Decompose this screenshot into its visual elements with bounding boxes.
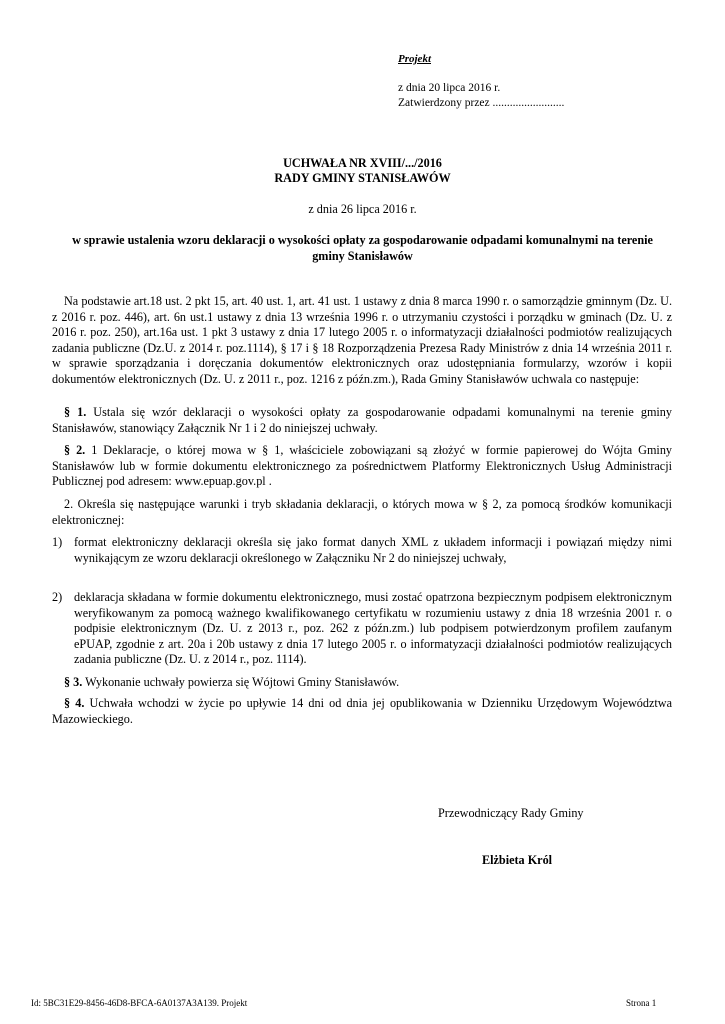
list-item (52, 535, 672, 566)
section-4-text: Uchwała wchodzi w życie po upływie 14 dni od dnia jej opublikowania w Dzienniku Urzędowym Województwa Mazowieckiego. (52, 696, 672, 726)
list-item-text: format elektroniczny deklaracji określa się jako format danych XML z układem informacji i powiązań między nimi wynikającym ze wzoru deklaracji określonego w Załączniku Nr 2 do niniejszej uchwały, (74, 535, 672, 565)
projekt-label: Projekt (398, 53, 431, 65)
section-1-label: § 1. (64, 405, 87, 419)
council-name: RADY GMINY STANISŁAWÓW (274, 171, 451, 185)
resolution-date: z dnia 26 lipca 2016 r. (308, 202, 417, 216)
list-item-number: 2) (52, 590, 63, 604)
section-1-text: Ustala się wzór deklaracji o wysokości opłaty za gospodarowanie odpadami komunalnymi na terenie gminy Stanisławów, stanowiący Załącznik Nr 1 i 2 do niniejszej uchwały. (52, 405, 672, 435)
section-3-text: Wykonanie uchwały powierza się Wójtowi Gminy Stanisławów. (82, 675, 400, 689)
section-3-paragraph (52, 675, 672, 691)
list-item-number: 1) (52, 535, 63, 549)
signatory-name: Elżbieta Król (482, 853, 553, 867)
list-item (52, 590, 672, 668)
section-3-label: § 3. (64, 675, 83, 689)
resolution-number: UCHWAŁA NR XVIII/.../2016 (283, 156, 442, 170)
section-4-paragraph (52, 696, 672, 727)
approved-by-line: Zatwierdzony przez ......................... (398, 97, 565, 109)
section-1-paragraph (52, 405, 672, 436)
section-2-label: § 2. (64, 443, 86, 457)
preamble-paragraph (52, 294, 672, 388)
draft-date: z dnia 20 lipca 2016 r. (398, 82, 501, 94)
section-2-point-2-text: 2. Określa się następujące warunki i tryb składania deklaracji, o których mowa w § 2, za pomocą środków komunikacji elektronicznej: (52, 497, 672, 527)
section-4-label: § 4. (64, 696, 85, 710)
page-number: Strona 1 (626, 998, 657, 1008)
signatory-title: Przewodniczący Rady Gminy (438, 806, 584, 820)
resolution-subject: w sprawie ustalenia wzoru deklaracji o wysokości opłaty za gospodarowanie odpadami komunalnymi na terenie gminy Stanisławów (72, 233, 653, 263)
preamble-text: Na podstawie art.18 ust. 2 pkt 15, art. 40 ust. 1, art. 41 ust. 1 ustawy z dnia 8 marca 1990 r. o samorządzie gminnym (Dz. U. z 2016 r. poz. 446), art. 6n ust.1 ustawy z dnia 13 września 1996 r. o utrzymaniu czystości i porządku w gminach (Dz. U. z 2016 r. poz. 250), art.16a ust. 1 pkt 3 ustawy z dnia 17 lutego 2005 r. o informatyzacji działalności podmiotów realizujących zadania publiczne (Dz.U. z 2014 r. poz.1114), § 17 i § 18 Rozporządzenia Prezesa Rady Ministrów z dnia 14 września 2011 r. w sprawie sporządzania i doręczania dokumentów elektronicznych oraz udostępniania formularzy, wzorów i kopii dokumentów elektronicznych (Dz. U. z 2011 r., poz. 1216 z późn.zm.), Rada Gminy Stanisławów uchwala co następuje: (52, 294, 672, 386)
section-2-point-2 (52, 497, 672, 528)
section-2-text: 1 Deklaracje, o której mowa w § 1, właściciele zobowiązani są złożyć w formie papierowej do Wójta Gminy Stanisławów lub w formie dokumentu elektronicznego za pośrednictwem Platformy Elektronicznych Usług Administracji Publicznej pod adresem: www.epuap.gov.pl . (52, 443, 673, 489)
document-id: Id: 5BC31E29-8456-46D8-BFCA-6A0137A3A139. Projekt (31, 998, 248, 1008)
section-2-paragraph (52, 443, 672, 490)
list-item-text: deklaracja składana w formie dokumentu elektronicznego, musi zostać opatrzona bezpiecznym podpisem elektronicznym weryfikowanym za pomocą ważnego kwalifikowanego certyfikatu w rozumieniu ustawy z dnia 18 września 2001 r. o podpisie elektronicznym (Dz. U. z 2013 r., poz. 262 z późn.zm.) lub podpisem potwierdzonym profilem zaufanym ePUAP, zgodnie z art. 20a i 20b ustawy z dnia 17 lutego 2005 r. o informatyzacji działalności podmiotów realizujących zadania publiczne (Dz. U. z 2014 r., poz. 1114). (74, 590, 672, 667)
